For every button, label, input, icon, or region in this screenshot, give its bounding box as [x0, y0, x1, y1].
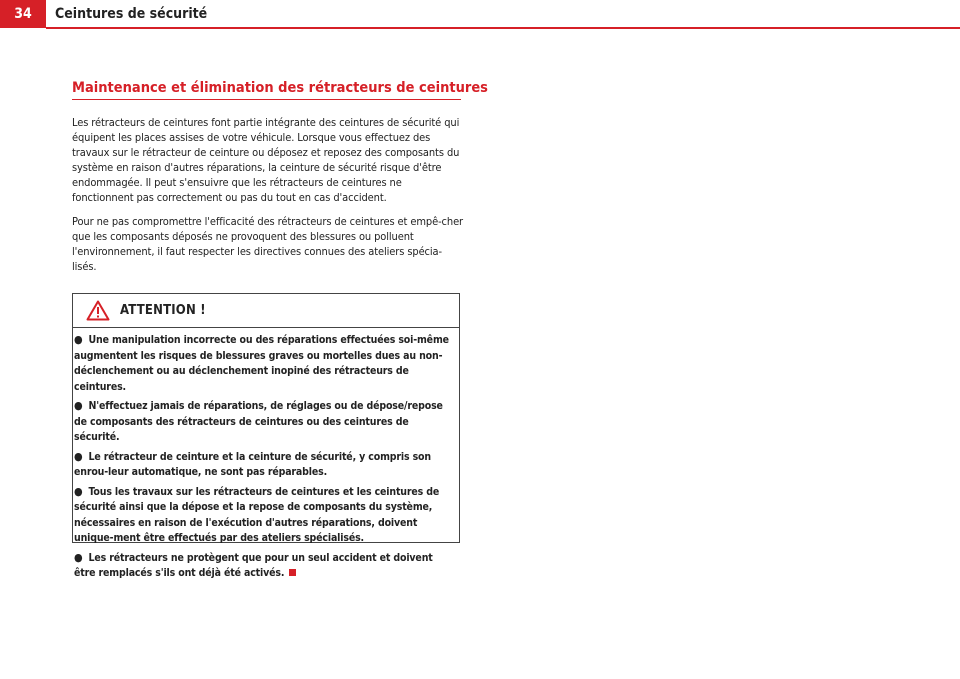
warning-item-text: N'effectuez jamais de réparations, de réglages ou de dépose/repose de composants des rétracteurs de ceintures ou des ceintures de sécurité. [74, 400, 443, 443]
warning-item-text: Une manipulation incorrecte ou des réparations effectuées soi-même augmentent les risques de blessures graves ou mortelles dues au non-déclenchement ou au déclenchement inopiné des rétracteurs de ceintures. [74, 334, 449, 393]
bullet-icon: ● [74, 550, 83, 564]
bullet-icon: ● [74, 449, 83, 463]
page-number: 34 [0, 0, 46, 28]
bullet-icon: ● [74, 399, 83, 412]
page-header-title: Ceintures de sécurité [55, 6, 208, 22]
warning-title: ATTENTION ! [120, 303, 206, 318]
warning-item [74, 550, 456, 582]
warning-item [74, 449, 456, 481]
warning-item-text: Tous les travaux sur les rétracteurs de ceintures et les ceintures de sécurité ainsi que la dépose et la repose de composants du système, nécessaires en raison de l'exécution d'autres réparations, doivent unique-ment être effectués par des ateliers spécialisés. [74, 485, 440, 544]
body-paragraph: Les rétracteurs de ceintures font partie intégrante des ceintures de sécurité qui équipent les places assises de votre véhicule. Lorsque vous effectuez des travaux sur le rétracteur de ceinture ou déposez et reposez des composants du système en raison d'autres réparations, la ceinture de sécurité risque d'être endommagée. Il peut s'ensuivre que les rétracteurs de ceintures ne fonctionnent pas correctement ou pas du tout en cas d'accident. [72, 116, 460, 204]
warning-box [72, 293, 460, 579]
warning-item [74, 398, 456, 446]
warning-item [74, 332, 456, 395]
warning-item [74, 484, 456, 547]
body-paragraph: Pour ne pas compromettre l'efficacité des rétracteurs de ceintures et empê-cher que les composants déposés ne provoquent des blessures ou polluent l'environnement, il faut respecter les directives connues des ateliers spécia-lisés. [72, 215, 464, 273]
header-rule [46, 27, 960, 29]
section-rule [72, 99, 461, 100]
end-of-section-icon [289, 569, 296, 576]
section-title: Maintenance et élimination des rétracteurs de ceintures [72, 80, 488, 96]
warning-item-text: Le rétracteur de ceinture et la ceinture de sécurité, y compris son enrou-leur automatique, ne sont pas réparables. [74, 450, 431, 478]
bullet-icon: ● [74, 333, 83, 346]
warning-triangle-icon [86, 300, 110, 321]
warning-header [73, 294, 459, 328]
warning-item-text: Les rétracteurs ne protègent que pour un seul accident et doivent être remplacés s'ils ont déjà été activés. [74, 551, 433, 579]
bullet-icon: ● [74, 484, 83, 498]
warning-list [73, 328, 459, 582]
